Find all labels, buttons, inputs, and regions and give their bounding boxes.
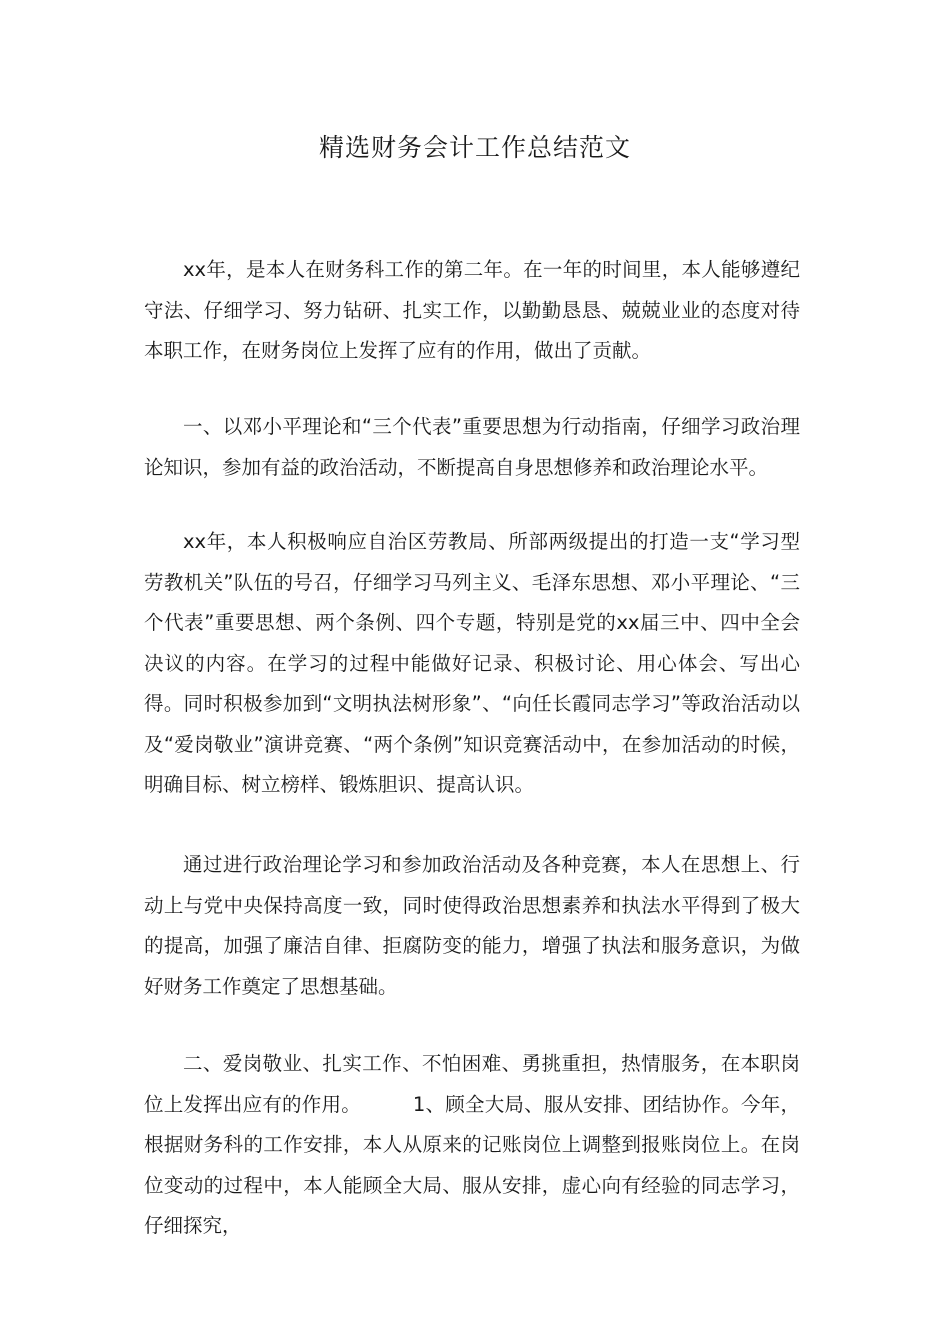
section-two-item-one: 1、顾全大局、服从安排、团结协作。今年，根据财务科的工作安排，本人从原来的记账岗位上调整到报账岗位上。在岗位变动的过程中，本人能顾全大局、服从安排，虚心向有经验的同志学习，仔细探究， [144, 1092, 800, 1237]
document-title: 精选财务会计工作总结范文 [318, 133, 631, 162]
paragraph-study: xx年，本人积极响应自治区劳教局、所部两级提出的打造一支“学习型劳教机关”队伍的号召，仔细学习马列主义、毛泽东思想、邓小平理论、“三个代表”重要思想、两个条例、四个专题，特别是党的xx届三中、四中全会决议的内容。在学习的过程中能做好记录、积极讨论、用心体会、写出心得。同时积极参加到“文明执法树形象”、“向任长霞同志学习”等政治活动以及“爱岗敬业”演讲竞赛、“两个条例”知识竞赛活动中，在参加活动的时候，明确目标、树立榜样、锻炼胆识、提高认识。 [144, 530, 800, 796]
paragraph-section-two [144, 1044, 800, 1247]
paragraph-section-one: 一、以邓小平理论和“三个代表”重要思想为行动指南，仔细学习政治理论知识，参加有益的政治活动，不断提高自身思想修养和政治理论水平。 [144, 415, 800, 479]
paragraph-intro: xx年，是本人在财务科工作的第二年。在一年的时间里，本人能够遵纪守法、仔细学习、努力钻研、扎实工作，以勤勤恳恳、兢兢业业的态度对待本职工作，在财务岗位上发挥了应有的作用，做出了贡献。 [144, 258, 800, 362]
paragraph-results: 通过进行政治理论学习和参加政治活动及各种竞赛，本人在思想上、行动上与党中央保持高度一致，同时使得政治思想素养和执法水平得到了极大的提高，加强了廉洁自律、拒腐防变的能力，增强了执法和服务意识，为做好财务工作奠定了思想基础。 [144, 853, 800, 998]
section-two-heading: 二、爱岗敬业、扎实工作、不怕困难、勇挑重担，热情服务，在本职岗位上发挥出应有的作用。 [144, 1052, 800, 1116]
